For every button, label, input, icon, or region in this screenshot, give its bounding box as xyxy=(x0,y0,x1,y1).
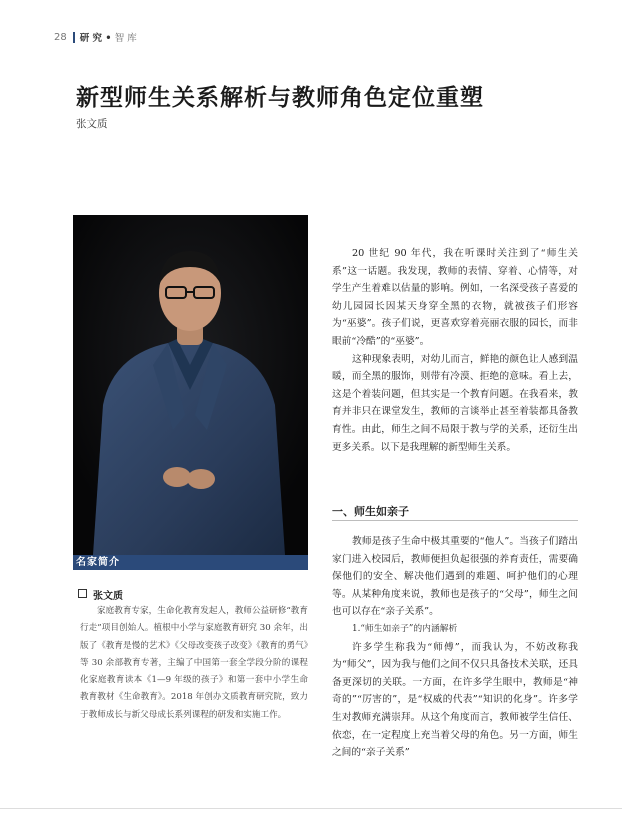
portrait-illustration xyxy=(73,215,308,555)
paragraph-4: 许多学生称我为“师傅”，而我认为，不妨改称我为“师父”，因为我与他们之间不仅只具备技术关联，还具备更深切的关联。一方面，在许多学生眼中，教师是“神奇的”“厉害的”，是“权威的代表”“知识的化身”。许多学生对教师充满崇拜。从这个角度而言，教师被学生信任、依恋，在一定程度上充当着父母的角色。另一方面，师生之间的“亲子关系” xyxy=(332,641,578,759)
footer-divider xyxy=(0,808,622,809)
square-bullet-icon xyxy=(78,589,87,598)
paragraph-1: 20 世纪 90 年代，我在听课时关注到了“师生关系”这一话题。我发现，教师的表情、穿着、心情等，对学生产生着难以估量的影响。例如，一名深受孩子喜爱的幼儿园园长因某天身穿全黑的衣物，就被孩子们形容为“巫婆”。孩子们说，更喜欢穿着亮丽衣服的园长，而非眼前“冷酷”的“巫婆”。 xyxy=(332,248,578,347)
section-1-text xyxy=(332,533,578,762)
section-divider xyxy=(332,520,578,521)
subheading-1: 1.“师生如亲子”的内涵解析 xyxy=(352,623,458,634)
running-header xyxy=(54,30,137,44)
intro-text xyxy=(332,245,578,456)
column-title xyxy=(80,30,137,44)
caption-label: 名家简介 xyxy=(76,557,120,568)
article-author: 张文质 xyxy=(76,118,108,130)
header-accent-bar xyxy=(73,32,75,43)
section-heading-1: 一、师生如亲子 xyxy=(332,505,409,518)
paragraph-3: 教师是孩子生命中极其重要的“他人”。当孩子们踏出家门进入校园后，教师便担负起很强的养育责任，需要确保他们的安全、解决他们遇到的难题、呵护他们的心理等。从某种角度来说，教师也是孩子的“父母”，师生之间也可以存在“亲子关系”。 xyxy=(332,536,578,618)
bio-heading xyxy=(78,587,123,602)
column-title-main: 研 究 xyxy=(79,33,103,44)
article-title: 新型师生关系解析与教师角色定位重塑 xyxy=(76,85,484,111)
author-photo xyxy=(73,215,308,555)
page-number: 28 xyxy=(54,31,67,43)
bio-name: 张文质 xyxy=(93,591,123,602)
column-title-sec: 智 库 xyxy=(114,33,137,44)
bio-text: 家庭教育专家，生命化教育发起人，教师公益研修“教育行走”项目创始人。植根中小学与家庭教育研究 30 余年，出版了《教育是慢的艺术》《父母改变孩子改变》《教育的勇气》等 30 余部教育专著，主编了中国第一套全学段分阶的课程化家庭教育读本《1—9 年级的孩子》和第一套中小学生命教育教材《生命教育》。2018 年创办文质教育研究院，致力于教师成长与新父母成长系列课程的研发和实施工作。 xyxy=(80,606,308,720)
paragraph-2: 这种现象表明，对幼儿而言，鲜艳的颜色让人感到温暖，而全黑的服饰，则带有冷漠、拒绝的意味。看上去，这是个着装问题，但其实是一个教育问题。在我看来，教育并非只在课堂发生，教师的言谈举止甚至着装都具备教育性。由此，师生之间不局限于教与学的关系，还衍生出更多关系。以下是我理解的新型师生关系。 xyxy=(332,353,578,453)
column-title-dot: • xyxy=(105,33,112,44)
